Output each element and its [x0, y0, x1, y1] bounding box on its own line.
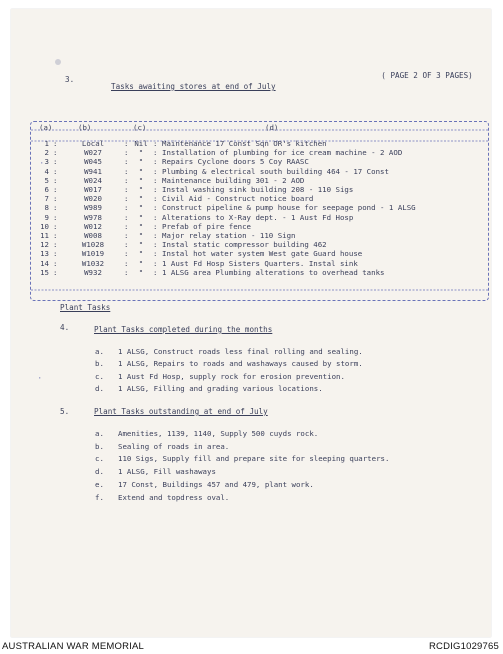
section-3-number: 3.: [65, 75, 75, 84]
section-3-title: Tasks awaiting stores at end of July: [111, 82, 276, 91]
row-description: Major relay station - 110 Sign: [162, 231, 296, 240]
column-separator: :: [53, 267, 58, 277]
column-separator: :: [53, 166, 58, 176]
table-row: [11, 148, 491, 157]
row-description: Installation of plumbing for ice cream machine - 2 AOD: [162, 148, 403, 158]
list-letter: f.: [95, 492, 104, 502]
list-letter: c.: [95, 371, 104, 381]
table-row: [11, 268, 491, 277]
column-separator: :: [124, 258, 129, 268]
table-row: [11, 240, 491, 249]
row-number: 2: [44, 148, 49, 158]
margin-mark: ·: [37, 374, 43, 384]
list-item: Extend and topdress oval.: [118, 492, 230, 502]
column-separator: :: [153, 194, 158, 204]
section-4-number: 4.: [60, 323, 70, 332]
row-number: 4: [44, 166, 49, 176]
row-number: 10: [40, 221, 49, 231]
plant-tasks-heading: Plant Tasks: [60, 303, 111, 312]
column-separator: :: [153, 148, 158, 158]
list-letter: a.: [95, 429, 104, 438]
column-separator: :: [153, 175, 158, 185]
table-row: [11, 167, 491, 176]
row-description: 1 Aust Fd Hosp Sisters Quarters. Instal sink: [162, 258, 358, 268]
list-item: Amenities, 1139, 1140, Supply 500 cuyds rock.: [118, 429, 319, 438]
row-description: Civil Aid - Construct notice board: [162, 194, 314, 204]
row-stores: ": [138, 212, 144, 222]
row-work-order: W978: [84, 212, 102, 222]
table-row: [11, 139, 491, 148]
table-row: [11, 203, 491, 212]
column-separator: :: [53, 139, 58, 148]
column-separator: :: [53, 249, 58, 259]
column-separator: :: [124, 194, 129, 204]
list-letter: d.: [95, 383, 104, 393]
column-separator: :: [124, 221, 129, 231]
list-item: 1 Aust Fd Hosp, supply rock for erosion prevention.: [118, 371, 345, 381]
column-separator: :: [153, 166, 158, 176]
row-description: Instal hot water system West gate Guard house: [162, 249, 363, 259]
row-work-order: Local: [81, 139, 105, 148]
margin-mark: ·: [39, 159, 45, 169]
row-number: 13: [40, 249, 49, 259]
column-separator: :: [124, 249, 129, 259]
row-description: Maintenance building 301 - 2 AOD: [162, 175, 305, 185]
list-letter: d.: [95, 467, 104, 477]
row-number: 5: [44, 175, 49, 185]
table-header-a: (a): [39, 123, 53, 132]
page-indicator: ( PAGE 2 OF 3 PAGES): [381, 71, 473, 80]
column-separator: :: [53, 194, 58, 204]
document-page: [11, 9, 491, 637]
row-description: Instal static compressor building 462: [162, 240, 327, 250]
section-4-title: Plant Tasks completed during the months: [94, 325, 273, 334]
row-stores: ": [138, 166, 144, 176]
table-row: [11, 222, 491, 231]
row-stores: ": [138, 267, 144, 277]
row-stores: ": [138, 203, 144, 213]
row-stores: ": [138, 231, 144, 240]
table-header-d: (d): [265, 123, 279, 132]
row-work-order: W1032: [81, 258, 105, 268]
section-5-number: 5.: [60, 407, 70, 416]
list-item: 1 ALSG, Repairs to roads and washaways caused by storm.: [118, 359, 363, 369]
column-separator: :: [124, 203, 129, 213]
column-separator: :: [53, 175, 58, 185]
column-separator: :: [53, 157, 58, 167]
list-item: Sealing of roads in area.: [118, 441, 230, 451]
row-work-order: W012: [84, 221, 102, 231]
footer-record-id: RCDIG1029765: [429, 641, 499, 652]
row-work-order: W1028: [81, 240, 105, 250]
list-item: 1 ALSG, Filling and grading various locations.: [118, 383, 323, 393]
row-work-order: W008: [84, 231, 102, 240]
row-work-order: W017: [84, 185, 102, 194]
column-separator: :: [153, 221, 158, 231]
row-stores: ": [138, 148, 144, 158]
row-work-order: W941: [84, 166, 102, 176]
row-number: 7: [44, 194, 49, 204]
column-separator: :: [153, 157, 158, 167]
column-separator: :: [53, 221, 58, 231]
list-letter: a.: [95, 347, 104, 356]
row-description: Prefab of pire fence: [162, 221, 251, 231]
column-separator: :: [153, 203, 158, 213]
row-number: 8: [44, 203, 49, 213]
table-row: [11, 213, 491, 222]
row-number: 11: [40, 231, 49, 240]
row-work-order: W027: [84, 148, 102, 158]
table-row: [11, 194, 491, 203]
table-row: [11, 185, 491, 194]
row-work-order: W1019: [81, 249, 105, 259]
row-work-order: W932: [84, 267, 102, 277]
row-description: Instal washing sink building 208 - 110 Sigs: [162, 185, 354, 194]
column-separator: :: [124, 267, 129, 277]
table-row: [11, 176, 491, 185]
column-separator: :: [124, 157, 129, 167]
column-separator: :: [53, 148, 58, 158]
column-separator: :: [53, 203, 58, 213]
column-separator: :: [53, 212, 58, 222]
row-number: 14: [40, 258, 49, 268]
row-stores: ": [138, 185, 144, 194]
column-separator: :: [124, 139, 129, 148]
list-letter: b.: [95, 359, 104, 369]
row-number: 3: [44, 157, 49, 167]
row-stores: ": [138, 175, 144, 185]
column-separator: :: [124, 240, 129, 250]
table-row: [11, 231, 491, 240]
row-description: Maintenance 17 Const Sqn OR's kitchen: [162, 139, 327, 148]
row-work-order: W020: [84, 194, 102, 204]
section-5-title: Plant Tasks outstanding at end of July: [94, 407, 268, 416]
table-header-c: (c): [133, 123, 147, 132]
row-stores: ": [138, 258, 144, 268]
list-letter: e.: [95, 479, 104, 489]
column-separator: :: [124, 175, 129, 185]
column-separator: :: [153, 231, 158, 240]
row-number: 15: [40, 267, 49, 277]
column-separator: :: [124, 231, 129, 240]
table-row: [11, 259, 491, 268]
row-stores: ": [138, 249, 144, 259]
column-separator: :: [124, 185, 129, 194]
row-number: 9: [44, 212, 49, 222]
column-separator: :: [124, 166, 129, 176]
column-separator: :: [153, 249, 158, 259]
list-item: 1 ALSG, Fill washaways: [118, 467, 216, 477]
row-stores: ": [138, 221, 144, 231]
footer-archive-name: AUSTRALIAN WAR MEMORIAL: [2, 641, 145, 652]
column-separator: :: [53, 240, 58, 250]
punch-hole: [55, 59, 61, 65]
row-work-order: W024: [84, 175, 102, 185]
row-number: 12: [40, 240, 49, 250]
column-separator: :: [124, 148, 129, 158]
row-description: Alterations to X-Ray dept. - 1 Aust Fd Hosp: [162, 212, 354, 222]
column-separator: :: [53, 185, 58, 194]
column-separator: :: [153, 212, 158, 222]
row-number: 6: [44, 185, 49, 194]
column-separator: :: [153, 185, 158, 194]
list-letter: c.: [95, 454, 104, 464]
column-separator: :: [53, 231, 58, 240]
column-separator: :: [153, 240, 158, 250]
row-stores: ": [138, 194, 144, 204]
row-description: 1 ALSG area Plumbing alterations to overhead tanks: [162, 267, 385, 277]
column-separator: :: [53, 258, 58, 268]
list-item: 1 ALSG, Construct roads less final rolling and sealing.: [118, 347, 363, 356]
row-stores: ": [138, 240, 144, 250]
row-description: Repairs Cyclone doors 5 Coy RAASC: [162, 157, 309, 167]
column-separator: :: [153, 258, 158, 268]
list-letter: b.: [95, 441, 104, 451]
table-row: [11, 249, 491, 258]
row-number: 1: [44, 139, 49, 148]
column-separator: :: [124, 212, 129, 222]
row-stores: Nil: [134, 139, 148, 148]
table-header-b: (b): [78, 123, 92, 132]
row-work-order: W045: [84, 157, 102, 167]
column-separator: :: [153, 267, 158, 277]
row-description: Plumbing & electrical south building 464 - 17 Const: [162, 166, 389, 176]
list-item: 110 Sigs, Supply fill and prepare site for sleeping quarters.: [118, 454, 390, 464]
row-stores: ": [138, 157, 144, 167]
table-row: [11, 157, 491, 166]
row-description: Construct pipeline & pump house for seepage pond - 1 ALSG: [162, 203, 416, 213]
row-work-order: W989: [84, 203, 102, 213]
column-separator: :: [153, 139, 158, 148]
list-item: 17 Const, Buildings 457 and 479, plant work.: [118, 479, 314, 489]
